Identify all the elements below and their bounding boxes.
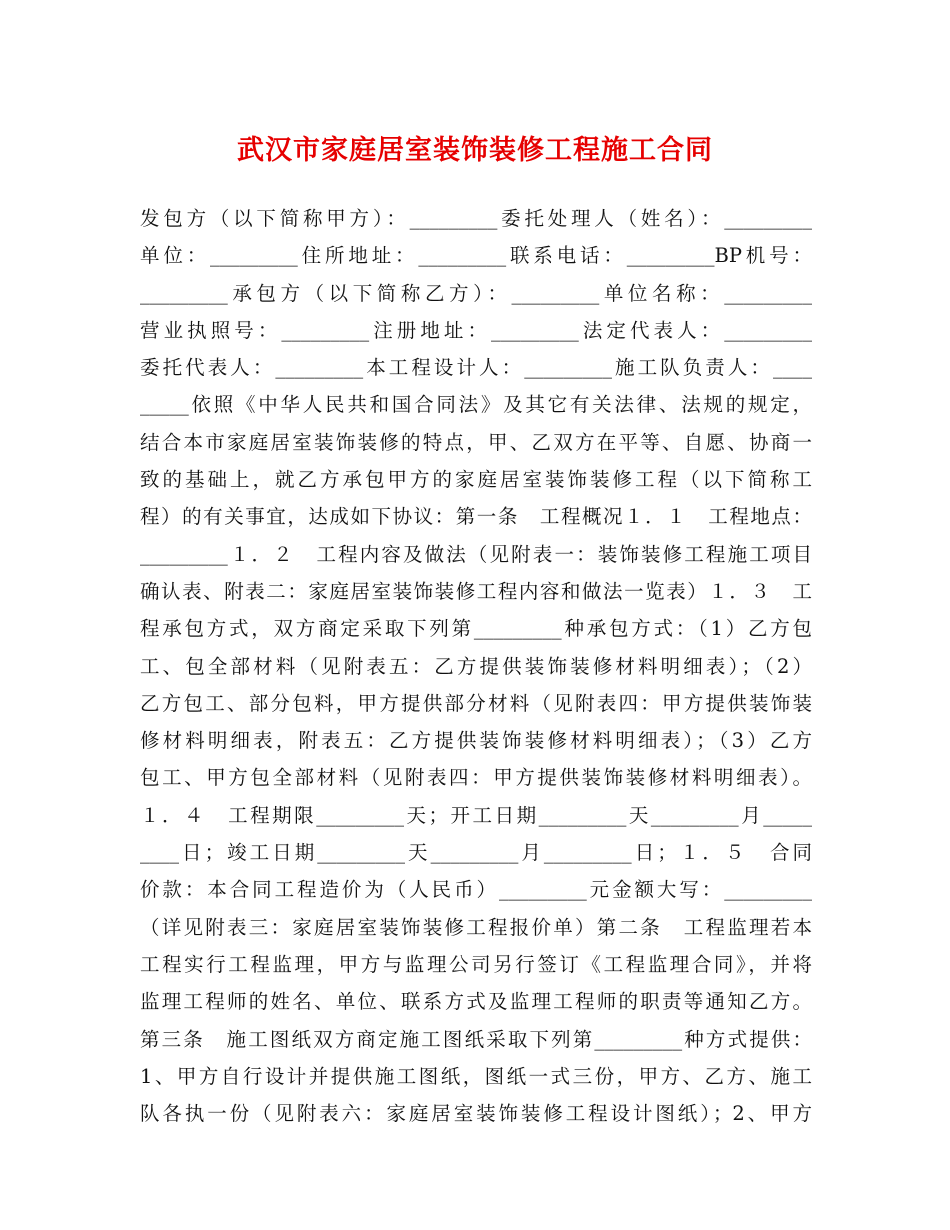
body-line: _____依照《中华人民共和国合同法》及其它有关法律、法规的规定， (140, 393, 812, 417)
body-line: 包工、甲方包全部材料（见附表四：甲方提供装饰装修材料明细表）。 (140, 766, 812, 790)
body-line: 价款：本合同工程造价为（人民币）_________元金额大写：_________ (140, 878, 812, 902)
body-line: 单位：_________住所地址：_________联系电话：_________BP机号： (140, 244, 812, 268)
body-line: ____日；竣工日期_________天_________月_________日；１．５ 合同 (140, 841, 812, 865)
body-line: _________１．２ 工程内容及做法（见附表一：装饰装修工程施工项目 (140, 542, 812, 566)
body-line: 结合本市家庭居室装饰装修的特点，甲、乙双方在平等、自愿、协商一 (140, 430, 812, 454)
body-line: 工程实行工程监理，甲方与监理公司另行签订《工程监理合同》，并将 (140, 952, 812, 976)
body-line: 委托代表人：_________本工程设计人：_________施工队负责人：____ (140, 356, 812, 380)
document-title: 武汉市家庭居室装饰装修工程施工合同 (237, 135, 713, 166)
body-line: 队各执一份（见附表六：家庭居室装饰装修工程设计图纸）；2、甲方 (140, 1102, 812, 1126)
body-line: 工、包全部材料（见附表五：乙方提供装饰装修材料明细表）；（2） (140, 654, 812, 678)
body-line: 营业执照号：_________注册地址：_________法定代表人：_________ (140, 318, 812, 342)
body-line: 程承包方式，双方商定采取下列第_________种承包方式：（1）乙方包 (140, 617, 812, 641)
body-line: 致的基础上，就乙方承包甲方的家庭居室装饰装修工程（以下简称工 (140, 468, 812, 492)
body-line: 乙方包工、部分包料，甲方提供部分材料（见附表四：甲方提供装饰装 (140, 691, 812, 715)
body-line: 1、甲方自行设计并提供施工图纸，图纸一式三份，甲方、乙方、施工 (140, 1064, 812, 1088)
body-line: 修材料明细表，附表五：乙方提供装饰装修材料明细表）；（3）乙方 (140, 729, 812, 753)
body-line: 第三条 施工图纸双方商定施工图纸采取下列第_________种方式提供： (140, 1027, 812, 1051)
body-line: １．４ 工程期限_________天；开工日期_________天_________月_____ (140, 803, 812, 827)
body-line: _________承包方（以下简称乙方）：_________单位名称：_________ (140, 281, 812, 305)
contract-body (140, 200, 812, 1132)
body-line: 确认表、附表二：家庭居室装饰装修工程内容和做法一览表）１．３ 工 (140, 579, 812, 603)
body-line: 发包方（以下简称甲方）：_________委托处理人（姓名）：_________ (140, 207, 812, 230)
body-line: 监理工程师的姓名、单位、联系方式及监理工程师的职责等通知乙方。 (140, 990, 812, 1014)
body-line: 程）的有关事宜，达成如下协议：第一条 工程概况１．１ 工程地点： (140, 505, 812, 529)
body-line: （详见附表三：家庭居室装饰装修工程报价单）第二条 工程监理若本 (140, 915, 812, 939)
